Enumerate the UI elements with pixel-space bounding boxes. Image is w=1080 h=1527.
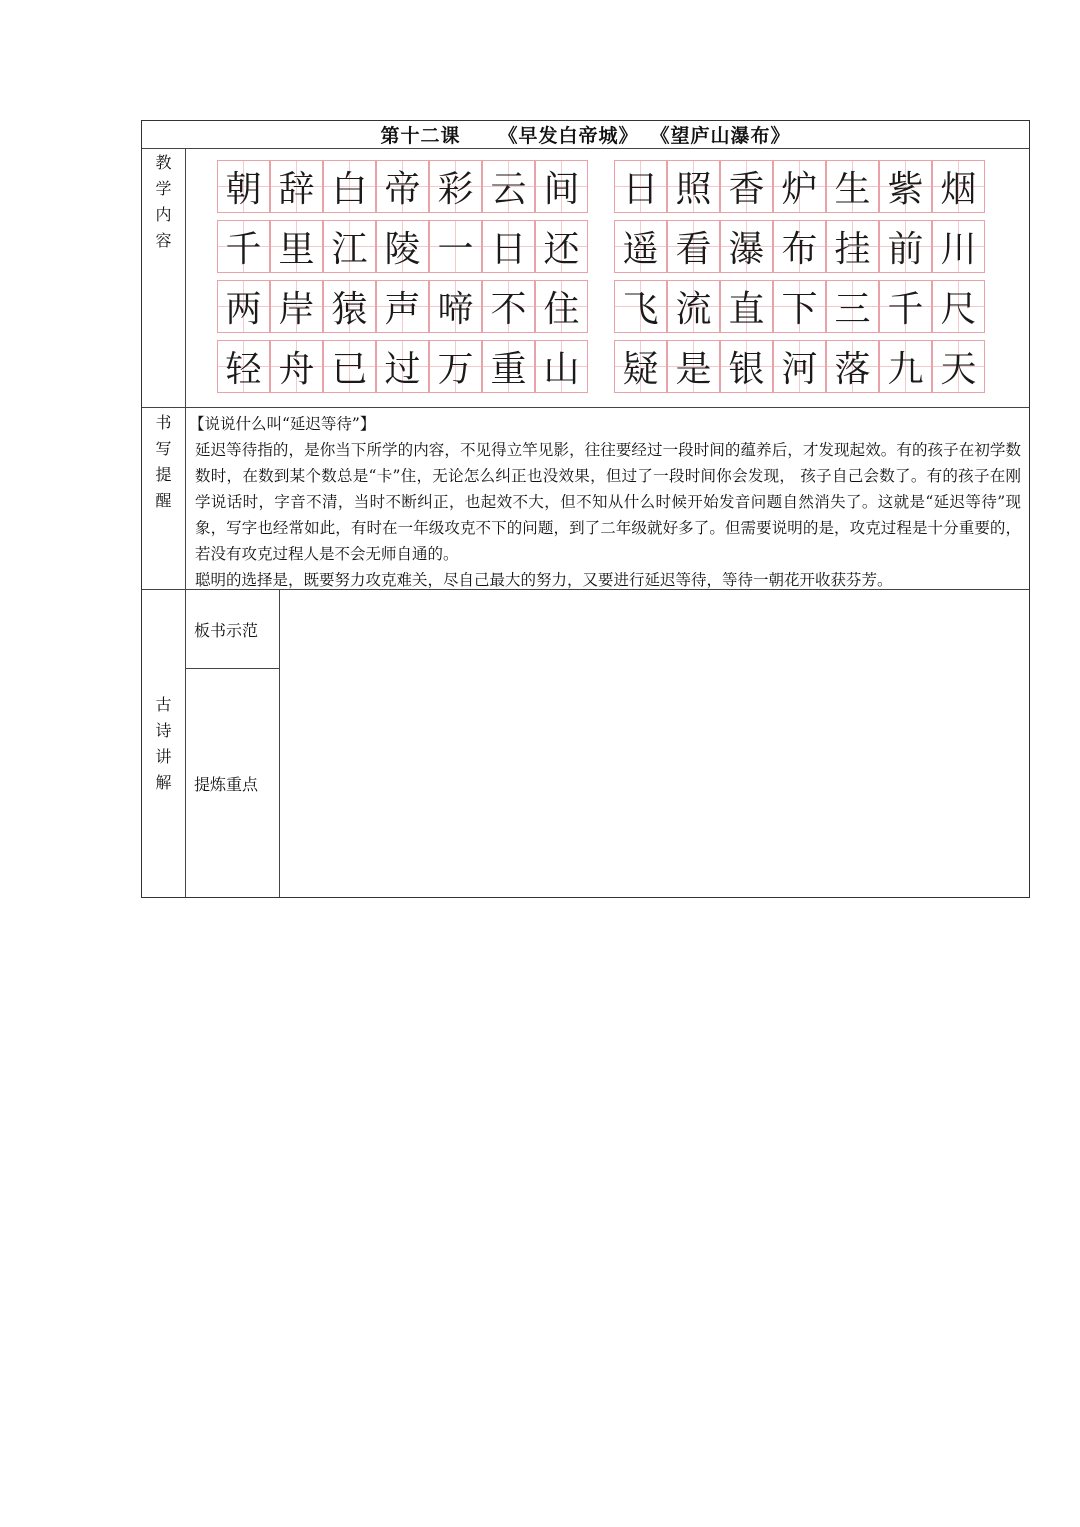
practice-char-cell — [217, 220, 270, 273]
practice-char-cell — [535, 160, 588, 213]
practice-char-cell — [614, 280, 667, 333]
practice-char: 江 — [331, 229, 368, 270]
practice-char: 照 — [675, 169, 712, 210]
practice-char: 千 — [225, 229, 262, 270]
practice-char: 白 — [331, 169, 368, 210]
practice-char: 两 — [225, 289, 262, 330]
key-points-label: 提炼重点 — [194, 774, 259, 794]
practice-char-cell — [667, 280, 720, 333]
practice-char: 日 — [622, 169, 659, 210]
practice-char: 日 — [490, 229, 527, 270]
practice-char-cell — [482, 280, 535, 333]
practice-char: 辞 — [278, 169, 315, 210]
practice-char-cell — [270, 220, 323, 273]
practice-char-cell — [270, 280, 323, 333]
board-demo-label: 板书示范 — [186, 590, 279, 669]
practice-char-cell — [217, 280, 270, 333]
teaching-content-label: 教 学 内 容 — [142, 148, 186, 407]
practice-char-cell — [773, 220, 826, 273]
practice-char: 住 — [543, 289, 580, 330]
practice-char-cell — [614, 220, 667, 273]
practice-char-cell — [376, 220, 429, 273]
practice-char-cell — [614, 160, 667, 213]
writing-reminder-text — [189, 411, 1021, 593]
practice-char-cell — [773, 280, 826, 333]
practice-char: 飞 — [622, 289, 659, 330]
lesson-title — [142, 121, 1029, 149]
poem1-character-grid — [218, 160, 589, 393]
practice-char-cell — [217, 160, 270, 213]
practice-char: 不 — [490, 289, 527, 330]
practice-char: 遥 — [622, 229, 659, 270]
practice-char-cell — [535, 280, 588, 333]
practice-char: 落 — [834, 349, 871, 390]
practice-char-cell — [270, 160, 323, 213]
practice-char: 已 — [331, 349, 368, 390]
practice-char: 直 — [728, 289, 765, 330]
practice-char: 重 — [490, 349, 527, 390]
practice-char-cell — [376, 160, 429, 213]
practice-char: 啼 — [437, 289, 474, 330]
practice-char: 一 — [437, 229, 474, 270]
practice-char-cell — [826, 220, 879, 273]
practice-char: 银 — [728, 349, 765, 390]
practice-char-cell — [482, 340, 535, 393]
practice-char-cell — [720, 220, 773, 273]
practice-char: 瀑 — [728, 229, 765, 270]
practice-char: 烟 — [940, 169, 977, 210]
reminder-paragraph-2: 聪明的选择是，既要努力攻克难关，尽自己最大的努力，又要进行延迟等待，等待一朝花开收获芬芳。 — [195, 571, 893, 589]
practice-char-cell — [614, 340, 667, 393]
practice-char: 川 — [940, 229, 977, 270]
practice-char: 万 — [437, 349, 474, 390]
reminder-heading: 【说说什么叫“延迟等待”】 — [189, 415, 376, 433]
practice-char: 里 — [278, 229, 315, 270]
practice-char: 帝 — [384, 169, 421, 210]
practice-char: 河 — [781, 349, 818, 390]
practice-char: 三 — [834, 289, 871, 330]
reminder-paragraph-1: 延迟等待指的，是你当下所学的内容，不见得立竿见影，往往要经过一段时间的蕴养后，才发现起效。有的孩子在初学数数时，在数到某个数总是“卡”住，无论怎么纠正也没效果，但过了一段时间你会发现， 孩子自己会数了。有的孩子在刚学说话时，字音不清，当时不断纠正，也起效不大，但不知从什么时候开始发音问题自然消失了。这就是“延迟等待”现象，写字也经常如此，有时在一年级攻克不下的问题，到了二年级就好多了。但需要说明的是，攻克过程是十分重要的，若没有攻克过程人是不会无师自通的。 — [195, 441, 1021, 563]
practice-char-cell — [773, 160, 826, 213]
practice-char: 间 — [543, 169, 580, 210]
practice-char-cell — [932, 340, 985, 393]
poem-title-2: 《望庐山瀑布》 — [650, 125, 791, 147]
practice-char-cell — [535, 340, 588, 393]
writing-reminder-row — [142, 408, 1029, 590]
practice-char-cell — [879, 340, 932, 393]
practice-char: 炉 — [781, 169, 818, 210]
practice-char-cell — [879, 220, 932, 273]
poem2-character-grid — [615, 160, 986, 393]
practice-char: 天 — [940, 349, 977, 390]
practice-char-cell — [429, 280, 482, 333]
practice-char: 猿 — [331, 289, 368, 330]
practice-char-cell — [429, 340, 482, 393]
practice-char-cell — [482, 220, 535, 273]
practice-char-cell — [217, 340, 270, 393]
practice-char-cell — [879, 160, 932, 213]
practice-char-cell — [773, 340, 826, 393]
practice-char-cell — [720, 340, 773, 393]
practice-char: 布 — [781, 229, 818, 270]
poem-sub-column — [186, 590, 280, 897]
practice-char: 疑 — [622, 349, 659, 390]
practice-char: 下 — [781, 289, 818, 330]
writing-reminder-label: 书 写 提 醒 — [142, 408, 186, 589]
practice-char-cell — [826, 160, 879, 213]
teaching-content-row — [142, 148, 1029, 408]
practice-char-cell — [376, 340, 429, 393]
poem-title-1: 《早发白帝城》 — [498, 125, 639, 147]
practice-char-cell — [720, 160, 773, 213]
poem-explanation-label: 古 诗 讲 解 — [142, 590, 186, 897]
practice-char: 香 — [728, 169, 765, 210]
practice-char: 声 — [384, 289, 421, 330]
practice-char-cell — [667, 340, 720, 393]
practice-char-cell — [429, 160, 482, 213]
practice-char-cell — [376, 280, 429, 333]
practice-char-cell — [323, 340, 376, 393]
practice-char: 云 — [490, 169, 527, 210]
practice-char-cell — [720, 280, 773, 333]
practice-char-cell — [323, 280, 376, 333]
practice-char: 挂 — [834, 229, 871, 270]
practice-char: 朝 — [225, 169, 262, 210]
practice-char-cell — [932, 160, 985, 213]
practice-char-cell — [535, 220, 588, 273]
practice-char: 千 — [887, 289, 924, 330]
practice-char: 九 — [887, 349, 924, 390]
practice-char: 流 — [675, 289, 712, 330]
poem-explanation-row — [142, 590, 1029, 897]
lesson-number: 第十二课 — [380, 125, 461, 147]
practice-char-cell — [667, 220, 720, 273]
practice-char-cell — [932, 220, 985, 273]
practice-char: 陵 — [384, 229, 421, 270]
practice-char-cell — [482, 160, 535, 213]
practice-char: 过 — [384, 349, 421, 390]
practice-char: 还 — [543, 229, 580, 270]
practice-char-cell — [826, 340, 879, 393]
practice-char: 看 — [675, 229, 712, 270]
practice-char-cell — [879, 280, 932, 333]
practice-char-cell — [932, 280, 985, 333]
practice-char: 岸 — [278, 289, 315, 330]
practice-char: 舟 — [278, 349, 315, 390]
practice-char: 紫 — [887, 169, 924, 210]
practice-char: 前 — [887, 229, 924, 270]
practice-char: 山 — [543, 349, 580, 390]
practice-char-cell — [323, 160, 376, 213]
practice-char-cell — [826, 280, 879, 333]
practice-char: 尺 — [940, 289, 977, 330]
lesson-table — [141, 120, 1030, 898]
practice-char-cell — [323, 220, 376, 273]
practice-char: 彩 — [437, 169, 474, 210]
practice-char: 生 — [834, 169, 871, 210]
practice-char-cell — [270, 340, 323, 393]
practice-char: 是 — [675, 349, 712, 390]
practice-char-cell — [667, 160, 720, 213]
practice-char-cell — [429, 220, 482, 273]
practice-char: 轻 — [225, 349, 262, 390]
